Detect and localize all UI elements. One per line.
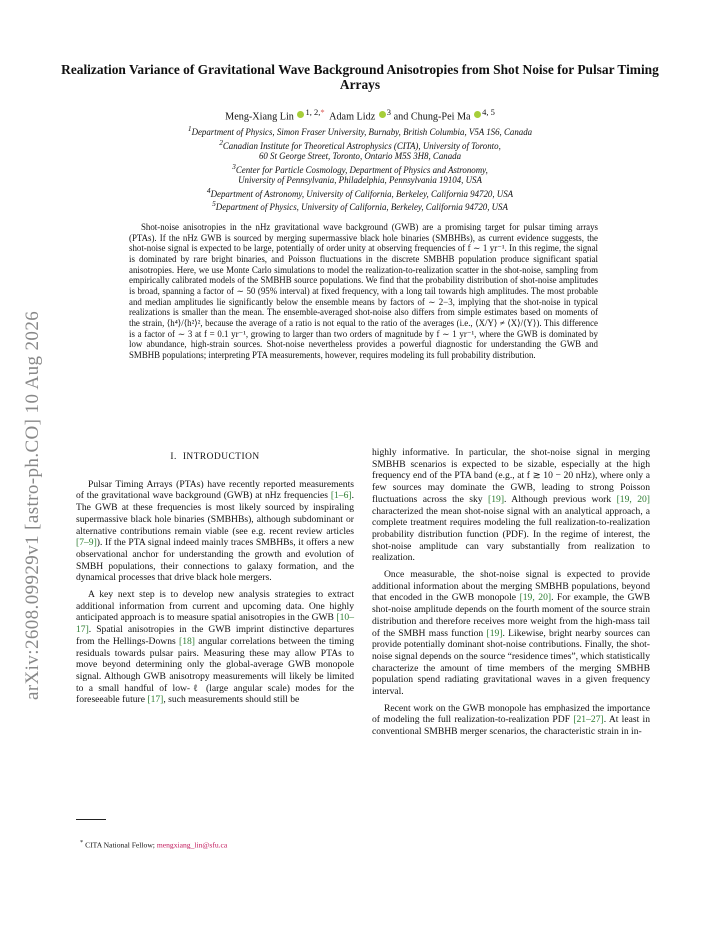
conjunction: and [393, 111, 409, 123]
author-superscript: 4, 5 [482, 107, 495, 117]
paper-title: Realization Variance of Gravitational Wave Background Anisotropies from Shot Noise for Pulsar Timing Arrays [61, 62, 659, 92]
paragraph: Once measurable, the shot-noise signal is expected to provide additional information about the merging SMBHB populations, beyond that encoded in the GWB monopole [19, 20]. For example, the GWB shot-noise amplitude depends on the fourth moment of the source strain distribution and therefore receives more weight from the high-mass tail of the SMBH mass function [19]. Likewise, bright nearby sources can provide potentially dominant shot-noise contributions. Finally, the shot-noise signal depends on the source “residence times”, which statistically characterize the amount of time members of the merging SMBHB population spend radiating gravitational waves in a given frequency interval. [372, 569, 651, 698]
citation-link[interactable]: [7–9] [76, 537, 97, 549]
paragraph: Pulsar Timing Arrays (PTAs) have recently reported measurements of the gravitational wave background (GWB) at nHz frequencies [1–6]. The GWB at these frequencies is most likely sourced by inspiraling supermassive black hole binaries (SMBHBs), although subdominant or alternative contributions remain viable (see e.g. recent review articles [7–9]). If the PTA signal indeed mainly traces SMBHBs, it offers a new observational anchor for understanding the growth and evolution of SMBH populations, their connections to galaxy formation, and the dynamical processes that drive black hole mergers. [76, 478, 354, 584]
affiliation-line: $^5$Department of Physics, University of California, Berkeley, California 94720, USA [212, 199, 508, 213]
affiliation-line: $^2$Canadian Institute for Theoretical Astrophysics (CITA), University of Toronto, [219, 137, 501, 151]
section-heading: I. INTRODUCTION [170, 452, 260, 462]
affiliation-line: $^4$Department of Astronomy, University of California, Berkeley, California 94720, USA [206, 185, 514, 199]
affiliations [60, 124, 660, 213]
affiliation-line: $^1$Department of Physics, Simon Fraser University, Burnaby, British Columbia, V5A 1S6, Canada [187, 124, 533, 137]
affiliation-line: $^3$Center for Particle Cosmology, Department of Physics and Astronomy, [232, 161, 488, 175]
footnote-mark[interactable]: * [320, 107, 325, 117]
citation-link[interactable]: [10–17] [76, 612, 354, 636]
affiliation-line: 60 St George Street, Toronto, Ontario M5S 3H8, Canada [258, 151, 462, 162]
abstract-text: Shot-noise anisotropies in the nHz gravitational wave background (GWB) are a promising target for pulsar timing arrays (PTAs). If the nHz GWB is sourced by merging supermassive black hole binaries (SMBHBs), as current evidence suggests, the shot-noise signal is expected to be large, potentially of order unity at observing frequencies of f ∼ 1 yr⁻¹. In this regime, the signal is dominated by rare bright binaries, and Poisson fluctuations in the discrete SMBHB population produce significant spatial anisotropies. Here, we use Monte Carlo simulations to model the realization-to-realization scatter in the shot-noise, sampling from empirically calibrated models of the SMBHB source populations. We find that the probability distribution of shot-noise amplitudes is broad, spanning a factor of ∼ 50 (95% interval) at fixed frequency, with a long tail towards high amplitudes. The most probable and median amplitudes lie significantly below the ensemble means by factors of ∼ 2−3, implying that the shot-noise in typical realizations is smaller than the mean. The ensemble-averaged shot-noise also differs from simple estimates based on moments of the strain, ⟨h⁴⟩/⟨h²⟩², because the average of a ratio is not equal to the ratio of the averages (i.e., ⟨X/Y⟩ ≠ ⟨X⟩/⟨Y⟩). This difference is a factor of ∼ 3 at f = 0.1 yr⁻¹, growing to larger than two orders of magnitude by f ∼ 1 yr⁻¹, where the GWB is dominated by low abundance, high-strain sources. Shot-noise nevertheless provides a powerful diagnostic for understanding the GWB and SMBHB populations; interpreting PTA measurements, however, requires modeling its full probability distribution. [129, 222, 598, 360]
paragraph: highly informative. In particular, the shot-noise signal in merging SMBHB scenarios is expected to be sizable, especially at the high frequency end of the PTA band (e.g., at f ≳ 10 − 20 nHz), where only a few sources may dominate the GWB, leading to strong Poisson fluctuations across the sky [19]. Although previous work [19, 20] characterized the mean shot-noise signal with an analytical approach, a complete treatment requires modeling the full realization-to-realization probability distribution function (PDF). In the regime of interest, the shot-noise amplitude can vary substantially from realization to realization. [372, 447, 650, 564]
left-column [76, 452, 354, 711]
author-superscript: 1, 2, [305, 107, 321, 117]
citation-link[interactable]: [19, 20] [519, 592, 552, 604]
paragraph: A key next step is to develop new analysis strategies to extract additional information from current and upcoming data. One highly anticipated approach is to measure spatial anisotropies in the GWB [10–17]. Spatial anisotropies in the GWB imprint distinctive departures from the Hellings-Downs [18] angular correlations between the timing residuals towards pulsar pairs. Measuring these may allow PTAs to move beyond determining only the global-average GWB monopole signal. Although GWB anisotropy measurements will likely be limited to a small handful of low-ℓ (large angular scale) modes for the foreseeable future [17], such measurements should still be [76, 589, 354, 706]
author-list [60, 107, 660, 122]
email-link[interactable]: mengxiang_lin@sfu.ca [156, 840, 228, 850]
citation-link[interactable]: [18] [179, 635, 195, 647]
footnote-divider [76, 819, 106, 820]
right-column [372, 447, 650, 743]
citation-link[interactable]: [21–27] [573, 714, 604, 726]
orcid-icon[interactable] [379, 111, 386, 118]
abstract [129, 222, 598, 361]
affiliation-line: University of Pennsylvania, Philadelphia, Pennsylvania 19104, USA [238, 175, 482, 186]
arxiv-identifier-text: arXiv:2608.09929v1 [astro-ph.CO] 10 Aug 2026 [22, 310, 43, 700]
citation-link[interactable]: [1–6] [330, 490, 352, 502]
footnote [80, 839, 227, 850]
footnote-label: CITA National Fellow; [85, 840, 157, 850]
author-superscript: 3 [386, 107, 392, 117]
author-name: Chung-Pei Ma [410, 111, 471, 123]
author-name: Adam Lidz [329, 111, 376, 123]
citation-link[interactable]: [19] [488, 493, 505, 505]
paragraph: Recent work on the GWB monopole has emphasized the importance of modeling the full realization-to-realization PDF [21–27]. At least in conventional SMBHB merger scenarios, the characteristic strain in in- [372, 702, 650, 738]
citation-link[interactable]: [19] [486, 627, 503, 639]
footnote-mark: * [80, 839, 84, 846]
author-name: Meng-Xiang Lin [225, 111, 294, 123]
citation-link[interactable]: [17] [147, 694, 164, 706]
orcid-icon[interactable] [474, 111, 481, 118]
orcid-icon[interactable] [297, 111, 304, 118]
citation-link[interactable]: [19, 20] [616, 493, 650, 505]
